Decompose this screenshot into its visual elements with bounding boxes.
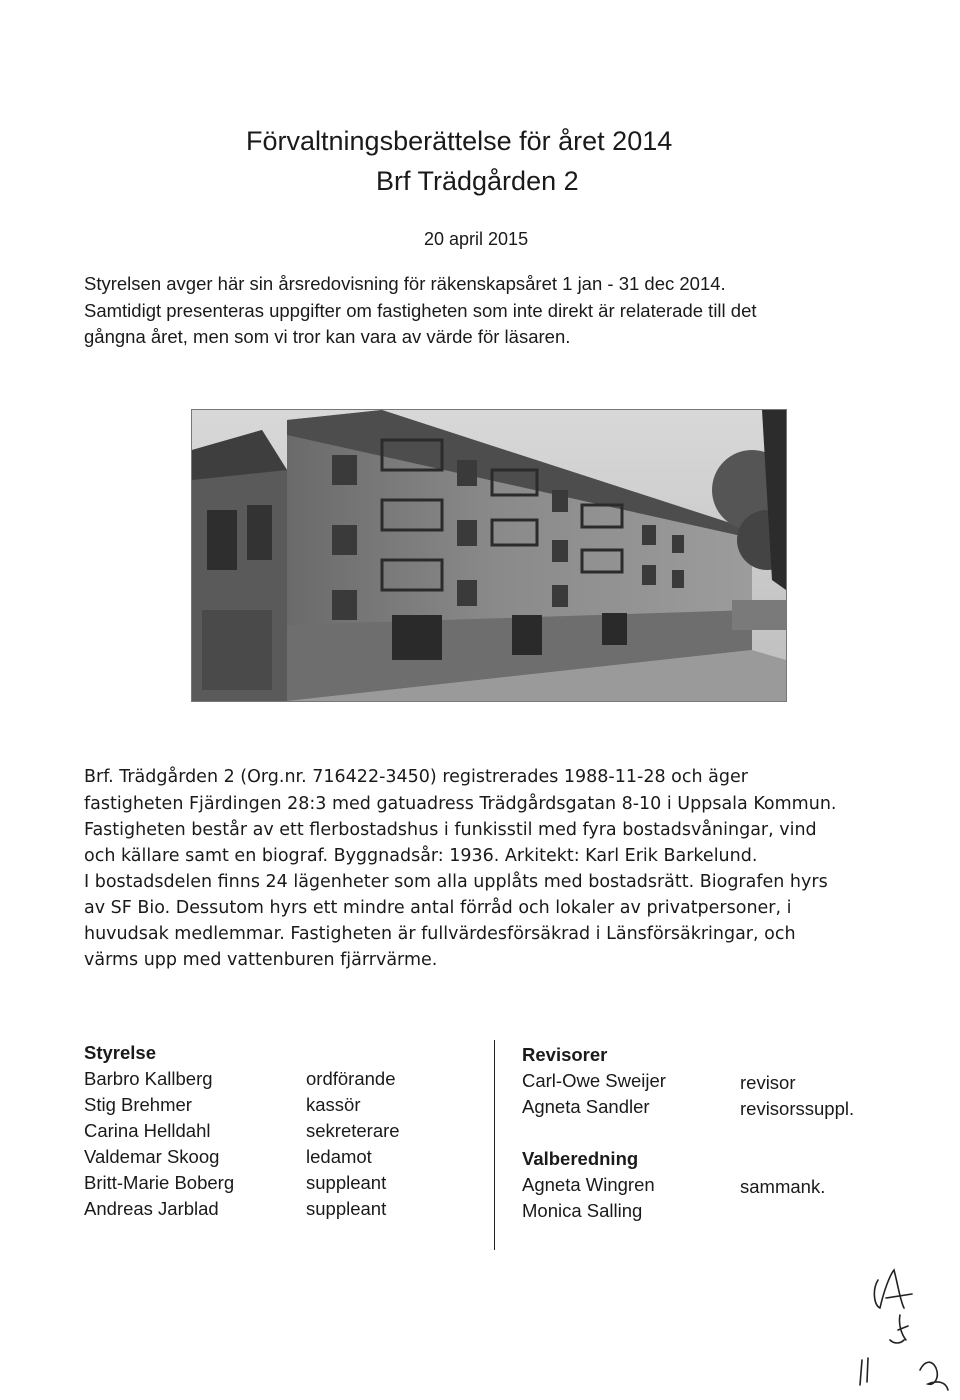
body-line-2: fastigheten Fjärdingen 28:3 med gatuadress Trädgårdsgatan 8-10 i Uppsala Kommun.: [84, 794, 837, 814]
revisor-role: revisorssuppl.: [740, 1098, 855, 1119]
revisor-role: revisor: [740, 1072, 796, 1093]
styrelse-member-name: Valdemar Skoog: [84, 1146, 220, 1167]
revisor-name: Agneta Sandler: [522, 1096, 650, 1117]
styrelse-member-role: sekreterare: [306, 1120, 400, 1141]
building-photo: [191, 409, 787, 702]
body-line-6: av SF Bio. Dessutom hyrs ett mindre antal förråd och lokaler av privatpersoner, i: [84, 898, 792, 918]
styrelse-member-role: suppleant: [306, 1172, 387, 1193]
body-line-8: värms upp med vattenburen fjärrvärme.: [84, 950, 438, 970]
body-line-1: Brf. Trädgården 2 (Org.nr. 716422-3450) registrerades 1988-11-28 och äger: [84, 767, 748, 787]
column-divider: [494, 1040, 495, 1250]
revisorer-heading: Revisorer: [522, 1044, 608, 1065]
styrelse-member-name: Stig Brehmer: [84, 1094, 192, 1115]
document-subtitle: Brf Trädgården 2: [376, 166, 579, 196]
styrelse-member-role: ledamot: [306, 1146, 372, 1167]
document-date: 20 april 2015: [424, 229, 529, 249]
intro-line-2: Samtidigt presenteras uppgifter om fastigheten som inte direkt är relaterade till det: [84, 300, 757, 321]
body-line-3: Fastigheten består av ett flerbostadshus i funkisstil med fyra bostadsvåningar, vind: [84, 820, 817, 840]
valberedning-member-role: sammank.: [740, 1176, 826, 1197]
revisor-name: Carl-Owe Sweijer: [522, 1070, 666, 1091]
valberedning-member-name: Monica Salling: [522, 1200, 643, 1221]
intro-line-1: Styrelsen avger här sin årsredovisning för räkenskapsåret 1 jan - 31 dec 2014.: [84, 273, 726, 294]
building-photo-image: [192, 410, 786, 701]
body-line-7: huvudsak medlemmar. Fastigheten är fullvärdesförsäkrad i Länsförsäkringar, och: [84, 924, 796, 944]
body-line-4: och källare samt en biograf. Byggnadsår: 1936. Arkitekt: Karl Erik Barkelund.: [84, 846, 758, 866]
document-title: Förvaltningsberättelse för året 2014: [246, 126, 673, 156]
styrelse-member-name: Britt-Marie Boberg: [84, 1172, 235, 1193]
styrelse-member-role: suppleant: [306, 1198, 387, 1219]
styrelse-member-role: kassör: [306, 1094, 361, 1115]
valberedning-heading: Valberedning: [522, 1148, 639, 1169]
styrelse-member-name: Andreas Jarblad: [84, 1198, 219, 1219]
styrelse-member-name: Barbro Kallberg: [84, 1068, 213, 1089]
styrelse-member-role: ordförande: [306, 1068, 396, 1089]
valberedning-member-name: Agneta Wingren: [522, 1174, 655, 1195]
styrelse-member-name: Carina Helldahl: [84, 1120, 211, 1141]
handwritten-signature: [850, 1260, 950, 1400]
intro-line-3: gångna året, men som vi tror kan vara av värde för läsaren.: [84, 326, 571, 347]
styrelse-heading: Styrelse: [84, 1042, 156, 1063]
body-line-5: I bostadsdelen finns 24 lägenheter som alla upplåts med bostadsrätt. Biografen hyrs: [84, 872, 828, 892]
